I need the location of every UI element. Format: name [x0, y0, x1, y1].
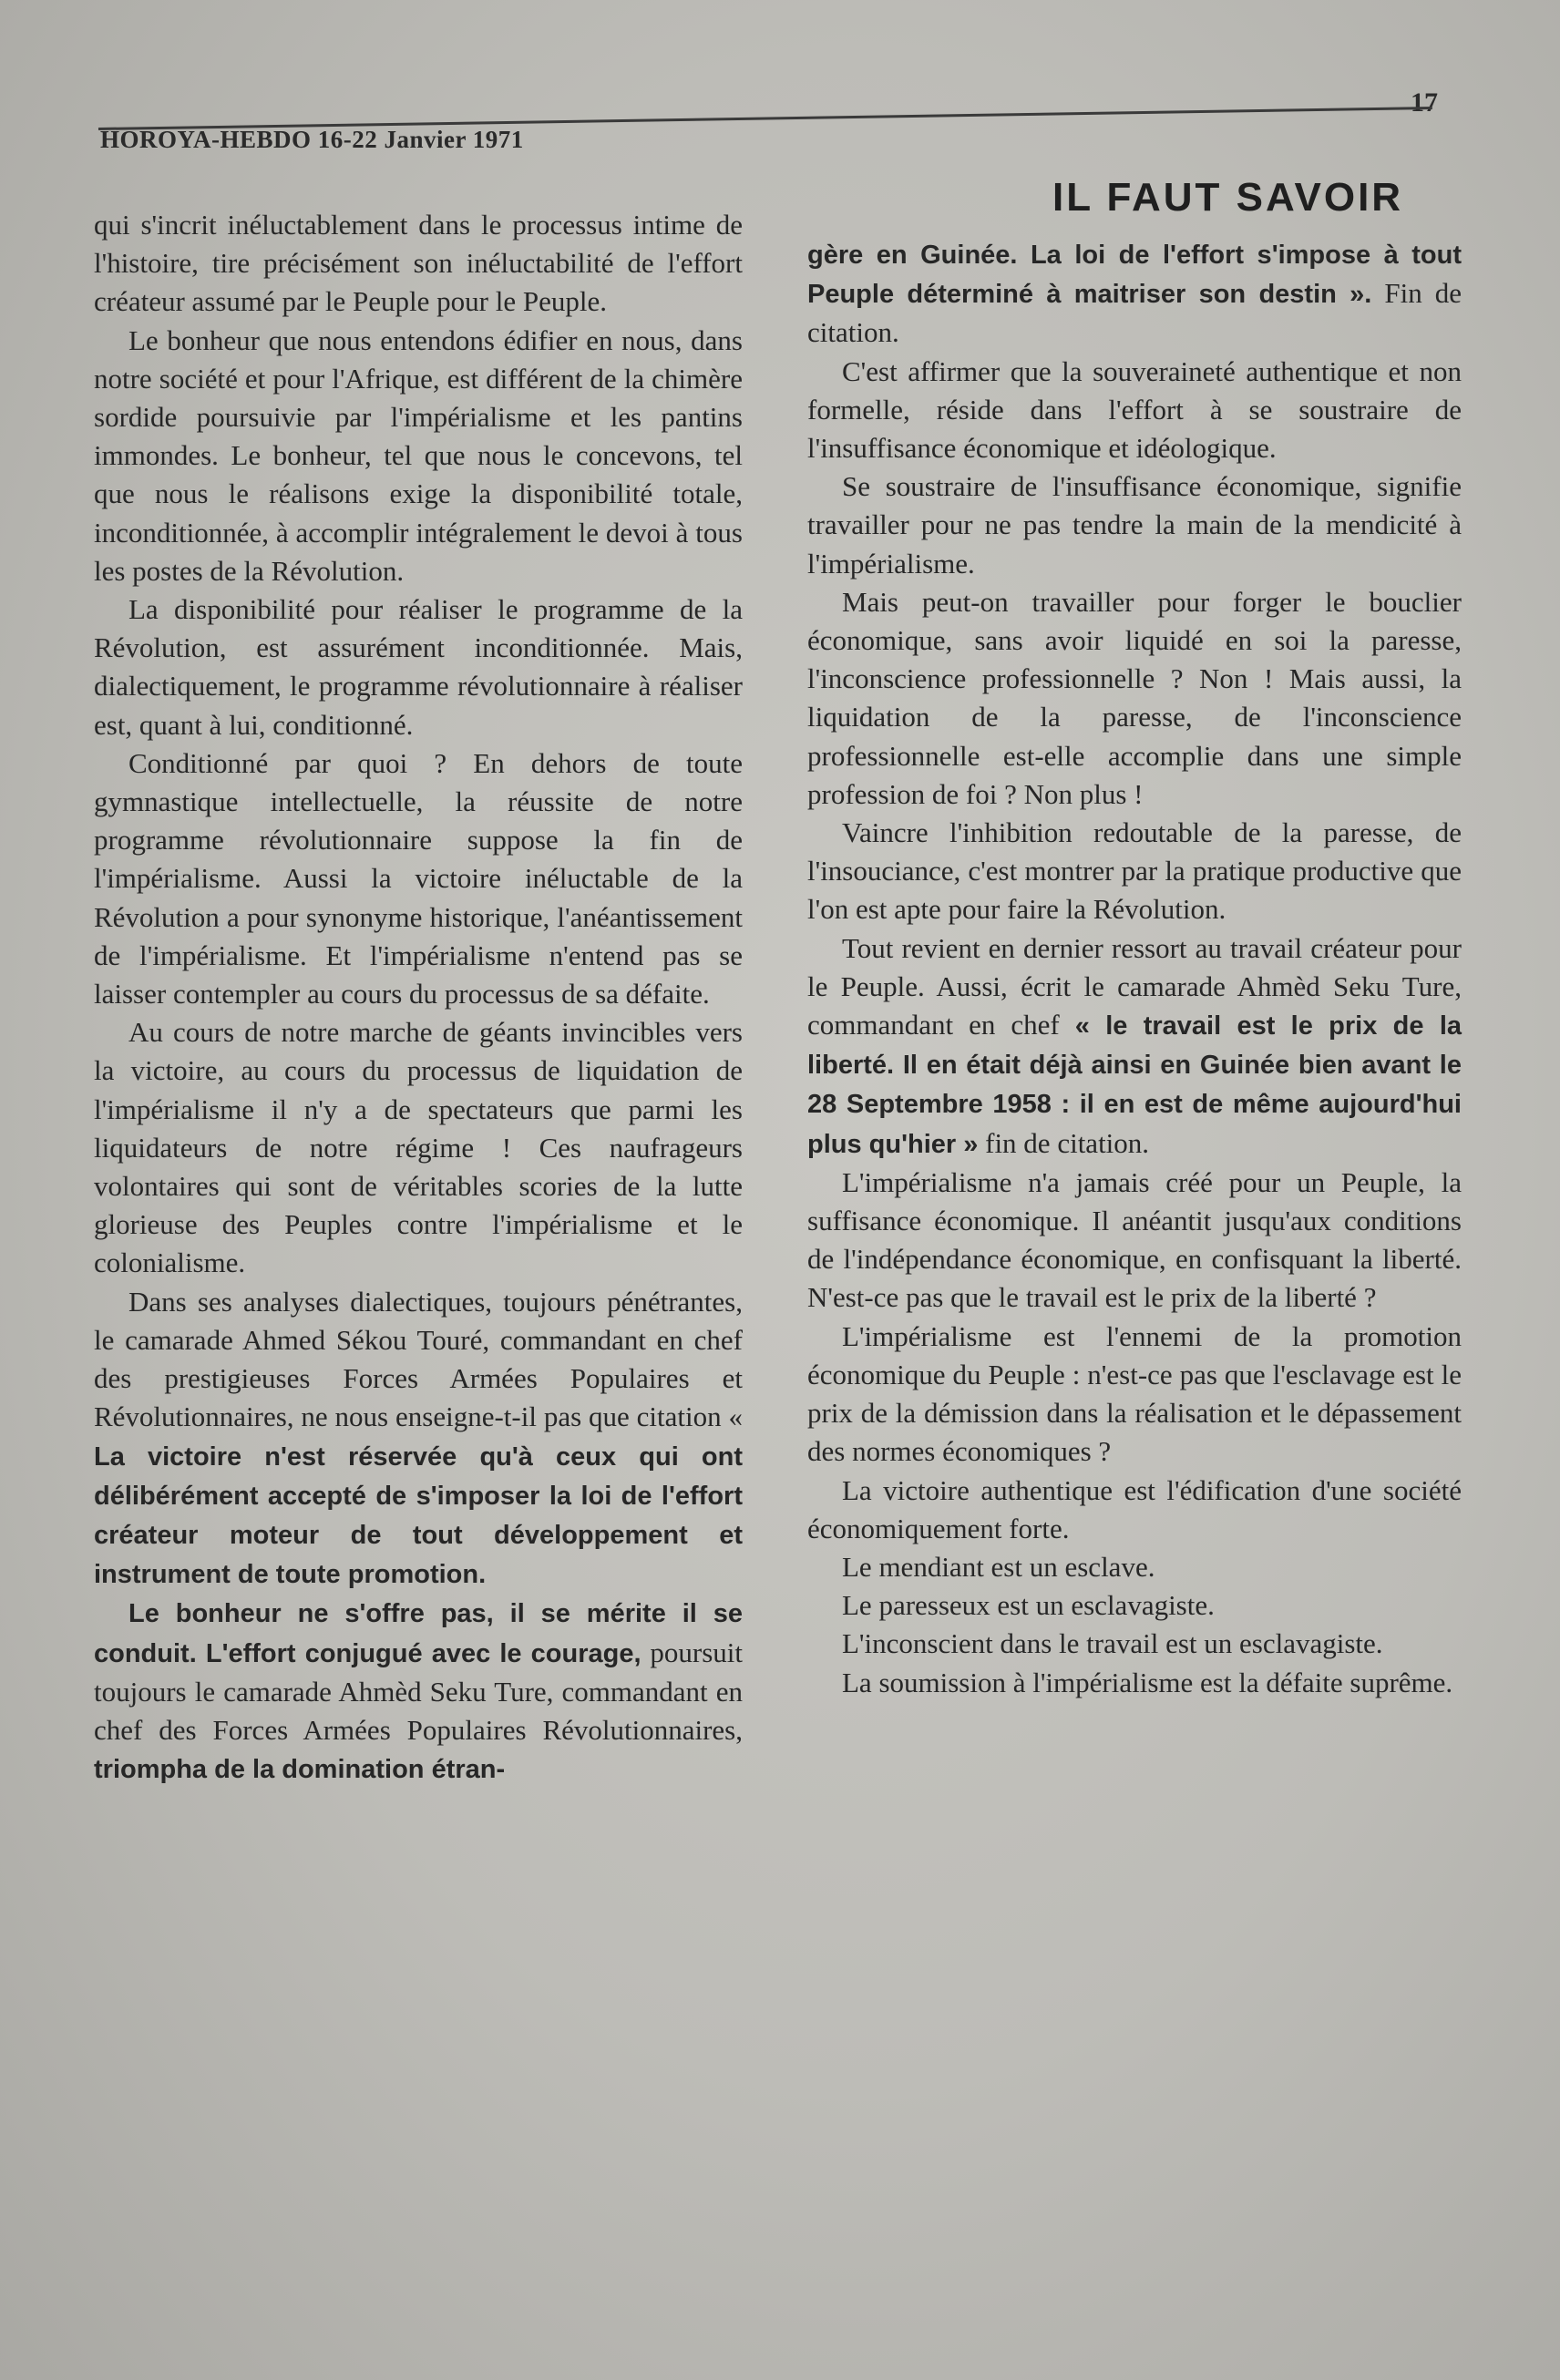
quote-bold: « le travail est le prix de la liberté. Il en était déjà ainsi en Guinée bien avant le 28 Septembre 1958 : il en est de même aujourd'hui plus qu'hier » — [807, 1011, 1462, 1159]
paragraph: Le mendiant est un esclave. — [842, 1550, 1155, 1583]
paragraph: L'inconscient dans le travail est un esclavagiste. — [842, 1627, 1383, 1660]
paragraph: La disponibilité pour réaliser le programme de la Révolution, est assurément inconditionnée. Mais, dialectiquement, le programme révolutionnaire à réaliser est, quant à lui, conditionné. — [94, 593, 743, 741]
paragraph — [807, 929, 1462, 1164]
paragraph: C'est affirmer que la souveraineté authentique et non formelle, réside dans l'effort à se soustraire de l'insuffisance économique et idéologique. — [807, 354, 1462, 465]
page-number: 17 — [1411, 87, 1438, 118]
paragraph: qui s'incrit inéluctablement dans le processus intime de l'histoire, tire précisément son inéluctabilité de l'effort créateur assumé par le Peuple pour le Peuple. — [94, 209, 743, 318]
paragraph: La victoire authentique est l'édification d'une société économiquement forte. — [807, 1473, 1462, 1544]
paragraph: Se soustraire de l'insuffisance économique, signifie travailler pour ne pas tendre la main de la mendicité à l'impérialisme. — [807, 470, 1462, 580]
paragraph: Le bonheur que nous entendons édifier en nous, dans notre société et pour l'Afrique, est différent de la chimère sordide poursuivie par l'impérialisme et les pantins immondes. Le bonheur, tel que nous le concevons, tel que nous le réalisons exige la disponibilité totale, inconditionnée, à accomplir intégralement le devoi à tous les postes de la Révolution. — [94, 323, 743, 587]
paragraph: Mais peut-on travailler pour forger le bouclier économique, sans avoir liquidé en soi la paresse, l'inconscience professionnelle ? Non ! Mais aussi, la liquidation de la paresse, de l'inconscience professionnelle est-elle accomplie dans une simple profession de foi ? Non plus ! — [807, 585, 1462, 810]
paragraph: Au cours de notre marche de géants invincibles vers la victoire, au cours du processus de liquidation de l'impérialisme il n'y a de spectateurs que parmi les liquidateurs de notre régime ! Ces naufrageurs volontaires qui sont de véritables scories de la lutte glorieuse des Peuples contre l'impérialisme et le colonialisme. — [94, 1016, 743, 1279]
quote-bold: La victoire n'est réservée qu'à ceux qui ont délibérément accepté de s'imposer la loi de l'effort créateur moteur de tout développement et instrument de toute promotion. — [94, 1441, 743, 1590]
paragraph: L'impérialisme n'a jamais créé pour un Peuple, la suffisance économique. Il anéantit jusqu'aux conditions de l'indépendance économique, en confisquant la liberté. N'est-ce pas que le travail est le prix de la liberté ? — [807, 1165, 1462, 1314]
left-column — [94, 206, 743, 1789]
paragraph: Vaincre l'inhibition redoutable de la paresse, de l'insouciance, c'est montrer par la pratique productive que l'on est apte pour faire la Révolution. — [807, 816, 1462, 926]
right-column — [807, 235, 1462, 1702]
paragraph — [94, 1283, 743, 1595]
paragraph: L'impérialisme est l'ennemi de la promotion économique du Peuple : n'est-ce pas que l'esclavage est le prix de la démission dans la réalisation et le dépassement des normes économiques ? — [807, 1319, 1462, 1468]
header-rule — [98, 107, 1432, 130]
quote-bold: Le bonheur ne s'offre pas, il se mérite il se conduit. L'effort conjugué avec le courage, — [94, 1599, 743, 1668]
paragraph-text: Dans ses analyses dialectiques, toujours pénétrantes, le camarade Ahmed Sékou Touré, commandant en chef des prestigieuses Forces Armées Populaires et Révolutionnaires, ne nous enseigne-t-il pas que citation « — [94, 1285, 743, 1433]
quote-bold: gère en Guinée. La loi de l'effort s'impose à tout Peuple déterminé à maitriser son destin ». — [807, 241, 1462, 310]
running-head: HOROYA-HEBDO 16-22 Janvier 1971 — [100, 126, 524, 153]
paragraph — [94, 1594, 743, 1789]
paragraph-text: Tout revient en dernier ressort au travail créateur pour le Peuple. Aussi, écrit le camarade Ahmèd Seku Ture, commandant en chef — [807, 931, 1462, 1041]
article-title: IL FAUT SAVOIR — [1052, 175, 1404, 220]
paragraph: Conditionné par quoi ? En dehors de toute gymnastique intellectuelle, la réussite de notre programme révolutionnaire suppose la fin de l'impérialisme. Aussi la victoire inéluctable de la Révolution a pour synonyme historique, l'anéantissement de l'impérialisme. Et l'impérialisme n'entend pas se laisser contempler au cours du processus de sa défaite. — [94, 746, 743, 1010]
paragraph-text: fin de citation. — [985, 1126, 1150, 1159]
quote-bold: triompha de la domination étran- — [94, 1755, 506, 1785]
paragraph: Le paresseux est un esclavagiste. — [842, 1589, 1215, 1622]
paragraph: La soumission à l'impérialisme est la défaite suprême. — [842, 1666, 1453, 1698]
paragraph-text: Fin de citation. — [807, 277, 1462, 349]
paragraph-text: poursuit toujours le camarade Ahmèd Seku Ture, commandant en chef des Forces Armées Populaires Révolutionnaires, — [94, 1636, 744, 1746]
paragraph — [807, 235, 1462, 353]
